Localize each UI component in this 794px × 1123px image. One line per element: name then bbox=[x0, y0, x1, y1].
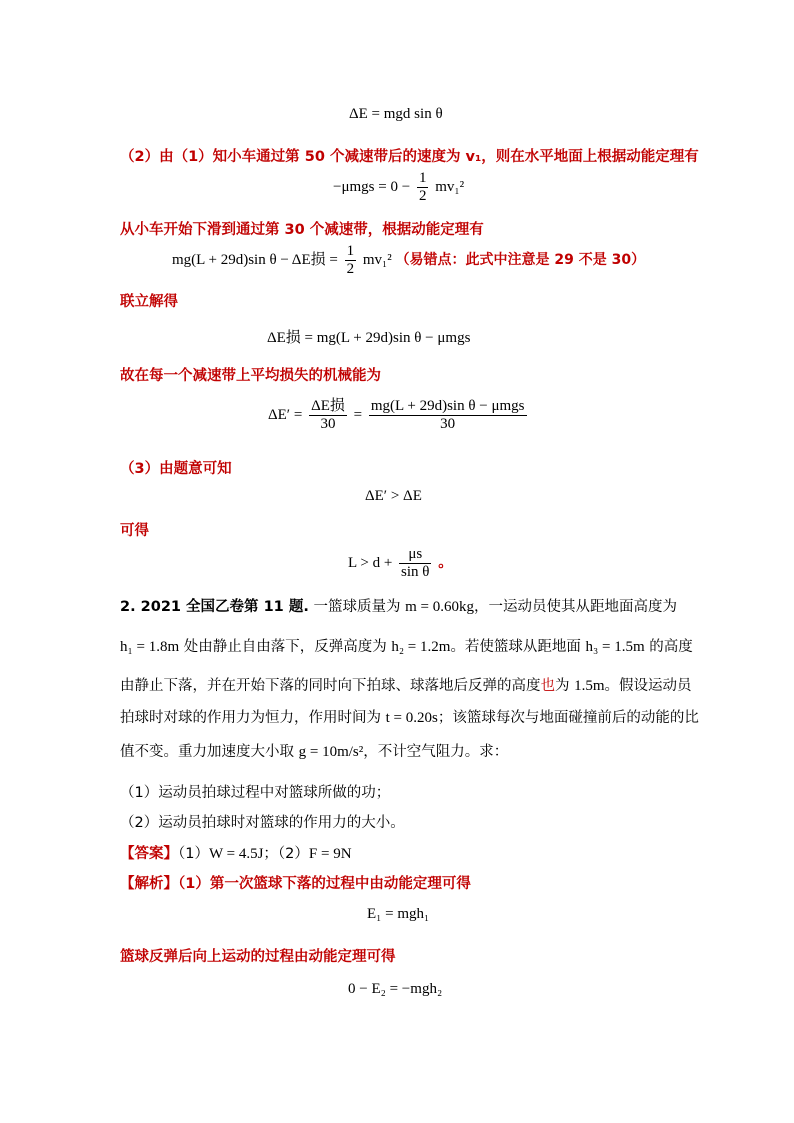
analysis-text: （1）第一次篮球下落的过程中由动能定理可得 bbox=[178, 876, 471, 892]
eq3-fraction bbox=[345, 243, 357, 278]
question-sub-2: （2）运动员拍球时对篮球的作用力的大小。 bbox=[120, 815, 405, 831]
q-rebound-height: 1.5m bbox=[574, 678, 605, 694]
q-h3: h₃ = 1.5m bbox=[585, 639, 645, 655]
equation-average-loss bbox=[268, 398, 530, 433]
equation-total-loss: ΔE损 = mg(L + 29d)sin θ − μmgs bbox=[267, 330, 471, 346]
question-title: 2. 2021 全国乙卷第 11 题. bbox=[120, 599, 309, 615]
q-h1: h₁ = 1.8m bbox=[120, 639, 180, 655]
solution-part2-intro: （2）由（1）知小车通过第 50 个减速带后的速度为 v₁，则在水平地面上根据动能定理有 bbox=[120, 149, 699, 165]
question-line-3 bbox=[120, 671, 692, 701]
analysis-line bbox=[120, 872, 471, 893]
q-time: t = 0.20s bbox=[385, 710, 438, 726]
eq5-fraction-1 bbox=[309, 398, 347, 433]
q-l2c: 的高度 bbox=[644, 639, 693, 655]
q-emphasis-ye: 也 bbox=[540, 678, 555, 694]
equation-e1: E₁ = mgh₁ bbox=[367, 906, 430, 922]
equation-work-energy-ground bbox=[333, 170, 464, 205]
eq2-fraction bbox=[417, 170, 429, 205]
answer-force: F = 9N bbox=[308, 846, 352, 862]
eq7-fraction bbox=[399, 546, 431, 581]
eq7-left: L > d + bbox=[348, 554, 393, 571]
q-l4b: ；该篮球每次与地面碰撞前后的动能的比 bbox=[437, 710, 699, 726]
equation-final-condition bbox=[348, 546, 453, 581]
q-l3a: 由静止下落，并在开始下落的同时向下拍球、球落地后反弹的高度 bbox=[120, 678, 541, 694]
eq3-frac-num: 1 bbox=[346, 243, 355, 259]
question-line-2 bbox=[120, 632, 693, 662]
eq2-frac-den: 2 bbox=[418, 188, 427, 204]
question-line-1 bbox=[120, 592, 677, 622]
answer-line bbox=[120, 842, 352, 863]
answer-tag: 【答案】 bbox=[120, 846, 178, 862]
solution-average-loss-intro: 故在每一个减速带上平均损失的机械能为 bbox=[120, 368, 381, 384]
q-l1b: ，一运动员使其从距地面高度为 bbox=[473, 599, 677, 615]
solution-part3-intro: （3）由题意可知 bbox=[120, 461, 232, 477]
eq5-frac1-den: 30 bbox=[320, 416, 336, 432]
answer-work: W = 4.5J bbox=[208, 846, 264, 862]
solution-slide-intro: 从小车开始下滑到通过第 30 个减速带，根据动能定理有 bbox=[120, 222, 484, 238]
equation-e2: 0 − E₂ = −mgh₂ bbox=[348, 981, 443, 997]
eq3-error-note: （易错点：此式中注意是 29 不是 30） bbox=[395, 251, 646, 268]
eq3-frac-den: 2 bbox=[346, 261, 355, 277]
q-l5a: 值不变。重力加速度大小取 bbox=[120, 744, 299, 760]
equation-inequality: ΔE′ > ΔE bbox=[365, 488, 422, 504]
question-sub-1: （1）运动员拍球过程中对篮球所做的功； bbox=[120, 785, 391, 801]
solution-conclusion-label: 可得 bbox=[120, 523, 149, 539]
eq3-left: mg(L + 29d)sin θ − ΔE损 = bbox=[172, 251, 338, 268]
q-l2a: 处由静止自由落下，反弹高度为 bbox=[179, 639, 392, 655]
q-l4a: 拍球时对球的作用力为恒力，作用时间为 bbox=[120, 710, 386, 726]
equation-work-energy-slope bbox=[172, 243, 645, 278]
q-gravity: g = 10m/s² bbox=[298, 744, 364, 760]
analysis-rebound-intro: 篮球反弹后向上运动的过程由动能定理可得 bbox=[120, 949, 396, 965]
eq5-frac1-num: ΔE损 bbox=[311, 398, 345, 414]
eq7-frac-den: sin θ bbox=[401, 564, 430, 580]
eq5-fraction-2 bbox=[369, 398, 527, 433]
eq7-period: 。 bbox=[438, 554, 453, 571]
q-l5b: ，不计空气阻力。求： bbox=[363, 744, 509, 760]
eq5-frac2-den: 30 bbox=[440, 416, 456, 432]
q-l1a: 一篮球质量为 bbox=[308, 599, 406, 615]
q-h2: h₂ = 1.2m bbox=[391, 639, 451, 655]
analysis-tag: 【解析】 bbox=[120, 876, 178, 892]
question-line-5 bbox=[120, 737, 508, 767]
eq2-right: mv₁² bbox=[435, 178, 465, 195]
eq2-left: −μmgs = 0 − bbox=[333, 178, 411, 195]
q-l2b: 。若使篮球从距地面 bbox=[450, 639, 586, 655]
question-line-4 bbox=[120, 703, 699, 733]
eq7-frac-num: μs bbox=[399, 546, 431, 564]
eq5-equals: = bbox=[353, 406, 363, 423]
answer-part1-label: （1） bbox=[178, 846, 209, 862]
eq5-left: ΔE′ = bbox=[268, 406, 303, 423]
eq5-frac2-num: mg(L + 29d)sin θ − μmgs bbox=[370, 398, 525, 414]
q-l3b: 为 bbox=[555, 678, 575, 694]
eq3-right: mv₁² bbox=[362, 251, 392, 268]
equation-energy-loss: ΔE = mgd sin θ bbox=[349, 106, 443, 122]
solution-combine-label: 联立解得 bbox=[120, 294, 178, 310]
q-l3c: 。假设运动员 bbox=[604, 678, 692, 694]
q-mass: m = 0.60kg bbox=[405, 599, 474, 615]
answer-separator: ；（2） bbox=[263, 846, 309, 862]
eq2-frac-num: 1 bbox=[418, 170, 427, 186]
